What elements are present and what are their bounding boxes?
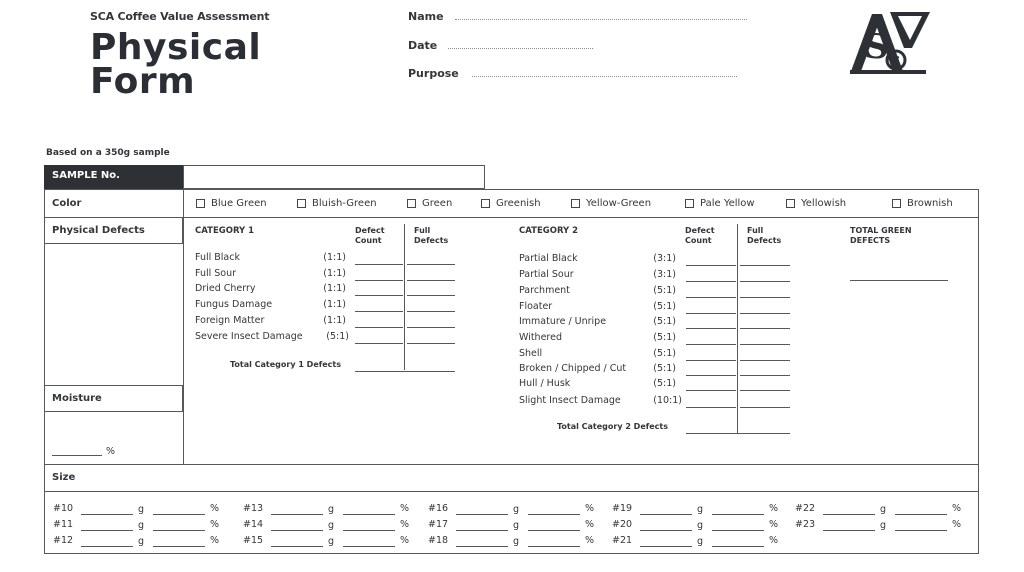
defect-partial-black: Partial Black — [519, 253, 578, 264]
ratio-severe-insect-damage: (5:1) — [326, 331, 349, 342]
full-foreign-matter[interactable] — [407, 327, 455, 328]
moisture-unit: % — [106, 446, 116, 457]
sample-no-field[interactable] — [183, 165, 485, 189]
checkbox-icon — [571, 199, 580, 208]
full-partial-black[interactable] — [740, 265, 790, 266]
size-12-percent-input[interactable] — [153, 546, 205, 547]
ratio-fungus-damage: (1:1) — [323, 299, 346, 310]
checkbox-icon — [196, 199, 205, 208]
color-option-blue-green[interactable]: Blue Green — [196, 198, 267, 209]
full-full-black[interactable] — [407, 264, 455, 265]
size-22-percent-unit: % — [952, 503, 962, 514]
size-14-label: #14 — [243, 519, 264, 530]
defect-floater: Floater — [519, 301, 553, 312]
date-label: Date — [408, 39, 438, 52]
size-22-grams-unit: g — [880, 504, 887, 515]
total-green-defects-label: TOTAL GREEN DEFECTS — [850, 226, 912, 245]
svg-text:S: S — [864, 27, 889, 67]
defect-shell: Shell — [519, 348, 543, 359]
size-23-grams-unit: g — [880, 520, 887, 531]
count-broken-chipped-cut[interactable] — [686, 375, 736, 376]
count-fungus-damage[interactable] — [355, 311, 403, 312]
checkbox-icon — [685, 199, 694, 208]
count-immature-unripe[interactable] — [686, 328, 736, 329]
checkbox-icon — [297, 199, 306, 208]
full-hull-husk[interactable] — [740, 390, 790, 391]
size-17-label: #17 — [428, 519, 449, 530]
full-partial-sour[interactable] — [740, 281, 790, 282]
defect-full-sour: Full Sour — [195, 268, 237, 279]
size-13-percent-unit: % — [400, 503, 410, 514]
size-14-grams-input[interactable] — [271, 530, 323, 531]
ratio-slight-insect-damage: (10:1) — [653, 395, 682, 406]
size-12-percent-unit: % — [210, 535, 220, 546]
size-10-percent-unit: % — [210, 503, 220, 514]
defect-immature-unripe: Immature / Unripe — [519, 316, 607, 327]
sample-note: Based on a 350g sample — [46, 148, 170, 158]
size-12-grams-unit: g — [138, 536, 145, 547]
count-slight-insect-damage[interactable] — [686, 407, 736, 408]
count-severe-insect-damage[interactable] — [355, 343, 403, 344]
size-18-percent-unit: % — [585, 535, 595, 546]
size-15-grams-unit: g — [328, 536, 335, 547]
defect-broken-chipped-cut: Broken / Chipped / Cut — [519, 363, 627, 374]
size-16-grams-unit: g — [513, 504, 520, 515]
category1-total-label: Total Category 1 Defects — [230, 360, 341, 369]
size-20-percent-input[interactable] — [712, 530, 764, 531]
checkbox-icon — [892, 199, 901, 208]
size-10-label: #10 — [53, 503, 74, 514]
full-shell[interactable] — [740, 360, 790, 361]
size-18-label: #18 — [428, 535, 449, 546]
checkbox-icon — [786, 199, 795, 208]
full-immature-unripe[interactable] — [740, 328, 790, 329]
size-18-percent-input[interactable] — [528, 546, 580, 547]
total-green-defects-field[interactable] — [850, 280, 948, 281]
ratio-immature-unripe: (5:1) — [653, 316, 676, 327]
full-severe-insect-damage[interactable] — [407, 343, 455, 344]
assessment-table — [44, 189, 979, 554]
category1-total-field[interactable] — [355, 371, 455, 372]
size-16-grams-input[interactable] — [456, 514, 508, 515]
count-foreign-matter[interactable] — [355, 327, 403, 328]
size-11-percent-unit: % — [210, 519, 220, 530]
name-label: Name — [408, 10, 444, 23]
color-option-yellow-green[interactable]: Yellow-Green — [571, 198, 651, 209]
form-kicker: SCA Coffee Value Assessment — [90, 10, 270, 23]
full-full-sour[interactable] — [407, 280, 455, 281]
size-15-percent-unit: % — [400, 535, 410, 546]
defect-severe-insect-damage: Severe Insect Damage — [195, 331, 303, 342]
size-21-grams-input[interactable] — [640, 546, 692, 547]
size-10-grams-unit: g — [138, 504, 145, 515]
defect-dried-cherry: Dried Cherry — [195, 283, 256, 294]
size-14-grams-unit: g — [328, 520, 335, 531]
size-22-percent-input[interactable] — [895, 514, 947, 515]
size-22-label: #22 — [795, 503, 816, 514]
left-col-divider — [183, 217, 184, 464]
color-option-greenish[interactable]: Greenish — [481, 198, 541, 209]
name-field[interactable] — [455, 10, 747, 20]
category2-title: CATEGORY 2 — [519, 226, 579, 236]
size-11-grams-unit: g — [138, 520, 145, 531]
size-11-grams-input[interactable] — [81, 530, 133, 531]
defect-hull-husk: Hull / Husk — [519, 378, 571, 389]
size-13-label: #13 — [243, 503, 264, 514]
size-23-grams-input[interactable] — [823, 530, 875, 531]
full-floater[interactable] — [740, 313, 790, 314]
size-19-grams-input[interactable] — [640, 514, 692, 515]
size-16-label: #16 — [428, 503, 449, 514]
size-20-grams-unit: g — [697, 520, 704, 531]
purpose-field[interactable] — [472, 67, 737, 77]
size-11-percent-input[interactable] — [153, 530, 205, 531]
size-22-grams-input[interactable] — [823, 514, 875, 515]
size-15-grams-input[interactable] — [271, 546, 323, 547]
size-17-grams-input[interactable] — [456, 530, 508, 531]
color-label: Color — [52, 198, 82, 209]
size-13-percent-input[interactable] — [343, 514, 395, 515]
size-12-label: #12 — [53, 535, 74, 546]
size-19-percent-unit: % — [769, 503, 779, 514]
size-11-label: #11 — [53, 519, 74, 530]
page-title-line2: Form — [90, 61, 196, 102]
category2-total-label: Total Category 2 Defects — [557, 422, 668, 431]
ratio-floater: (5:1) — [653, 301, 676, 312]
size-17-percent-unit: % — [585, 519, 595, 530]
count-full-sour[interactable] — [355, 280, 403, 281]
count-shell[interactable] — [686, 360, 736, 361]
category2-defect-count-header: Defect Count — [685, 226, 715, 245]
defect-full-black: Full Black — [195, 252, 240, 263]
count-floater[interactable] — [686, 313, 736, 314]
defect-foreign-matter: Foreign Matter — [195, 315, 265, 326]
full-dried-cherry[interactable] — [407, 295, 455, 296]
size-18-grams-input[interactable] — [456, 546, 508, 547]
count-parchment[interactable] — [686, 297, 736, 298]
ratio-parchment: (5:1) — [653, 285, 676, 296]
date-field[interactable] — [448, 39, 593, 49]
color-row-divider — [44, 217, 979, 218]
purpose-label: Purpose — [408, 67, 459, 80]
full-withered[interactable] — [740, 344, 790, 345]
color-option-yellowish[interactable]: Yellowish — [786, 198, 846, 209]
defect-partial-sour: Partial Sour — [519, 269, 574, 280]
size-19-label: #19 — [612, 503, 633, 514]
size-12-grams-input[interactable] — [81, 546, 133, 547]
color-option-pale-yellow[interactable]: Pale Yellow — [685, 198, 755, 209]
category1-col-divider — [404, 224, 405, 370]
size-17-grams-unit: g — [513, 520, 520, 531]
ratio-withered: (5:1) — [653, 332, 676, 343]
color-option-bluish-green[interactable]: Bluish-Green — [297, 198, 377, 209]
count-partial-sour[interactable] — [686, 281, 736, 282]
size-17-percent-input[interactable] — [528, 530, 580, 531]
physical-defects-label: Physical Defects — [52, 225, 145, 236]
count-full-black[interactable] — [355, 264, 403, 265]
defect-slight-insect-damage: Slight Insect Damage — [519, 395, 621, 406]
size-18-grams-unit: g — [513, 536, 520, 547]
full-broken-chipped-cut[interactable] — [740, 375, 790, 376]
ratio-full-sour: (1:1) — [323, 268, 346, 279]
size-16-percent-unit: % — [585, 503, 595, 514]
size-19-percent-input[interactable] — [712, 514, 764, 515]
size-23-label: #23 — [795, 519, 816, 530]
checkbox-icon — [407, 199, 416, 208]
color-option-brownish[interactable]: Brownish — [892, 198, 953, 209]
size-21-grams-unit: g — [697, 536, 704, 547]
defect-parchment: Parchment — [519, 285, 570, 296]
size-21-percent-unit: % — [769, 535, 779, 546]
full-fungus-damage[interactable] — [407, 311, 455, 312]
size-20-percent-unit: % — [769, 519, 779, 530]
category2-full-defects-header: Full Defects — [747, 226, 782, 245]
count-dried-cherry[interactable] — [355, 295, 403, 296]
size-16-percent-input[interactable] — [528, 514, 580, 515]
ratio-partial-black: (3:1) — [653, 253, 676, 264]
size-14-percent-unit: % — [400, 519, 410, 530]
size-top-divider — [44, 464, 979, 465]
category1-defect-count-header: Defect Count — [355, 226, 385, 245]
moisture-input[interactable] — [52, 455, 102, 456]
full-parchment[interactable] — [740, 297, 790, 298]
ratio-shell: (5:1) — [653, 348, 676, 359]
size-14-percent-input[interactable] — [343, 530, 395, 531]
category2-total-field[interactable] — [686, 433, 790, 434]
size-15-percent-input[interactable] — [343, 546, 395, 547]
ratio-partial-sour: (3:1) — [653, 269, 676, 280]
sample-no-label: SAMPLE No. — [44, 165, 183, 189]
size-15-label: #15 — [243, 535, 264, 546]
size-10-grams-input[interactable] — [81, 514, 133, 515]
defect-withered: Withered — [519, 332, 562, 343]
size-21-percent-input[interactable] — [712, 546, 764, 547]
size-header-divider — [44, 491, 979, 492]
count-withered[interactable] — [686, 344, 736, 345]
ratio-hull-husk: (5:1) — [653, 378, 676, 389]
ratio-full-black: (1:1) — [323, 252, 346, 263]
full-slight-insect-damage[interactable] — [740, 407, 790, 408]
size-label: Size — [52, 472, 76, 483]
category1-full-defects-header: Full Defects — [414, 226, 449, 245]
ratio-dried-cherry: (1:1) — [323, 283, 346, 294]
size-13-grams-unit: g — [328, 504, 335, 515]
size-13-grams-input[interactable] — [271, 514, 323, 515]
ratio-foreign-matter: (1:1) — [323, 315, 346, 326]
sca-logo-icon — [842, 8, 934, 80]
size-19-grams-unit: g — [697, 504, 704, 515]
category2-col-divider — [737, 224, 738, 434]
page-title-line1: Physical — [90, 27, 262, 68]
category1-title: CATEGORY 1 — [195, 226, 255, 236]
size-10-percent-input[interactable] — [153, 514, 205, 515]
defect-fungus-damage: Fungus Damage — [195, 299, 273, 310]
size-20-label: #20 — [612, 519, 633, 530]
count-hull-husk[interactable] — [686, 390, 736, 391]
count-partial-black[interactable] — [686, 265, 736, 266]
moisture-label: Moisture — [52, 393, 102, 404]
color-option-green[interactable]: Green — [407, 198, 452, 209]
ratio-broken-chipped-cut: (5:1) — [653, 363, 676, 374]
svg-text:C: C — [891, 54, 900, 68]
color-col-divider — [183, 189, 184, 217]
size-23-percent-input[interactable] — [895, 530, 947, 531]
size-21-label: #21 — [612, 535, 633, 546]
checkbox-icon — [481, 199, 490, 208]
size-23-percent-unit: % — [952, 519, 962, 530]
size-20-grams-input[interactable] — [640, 530, 692, 531]
